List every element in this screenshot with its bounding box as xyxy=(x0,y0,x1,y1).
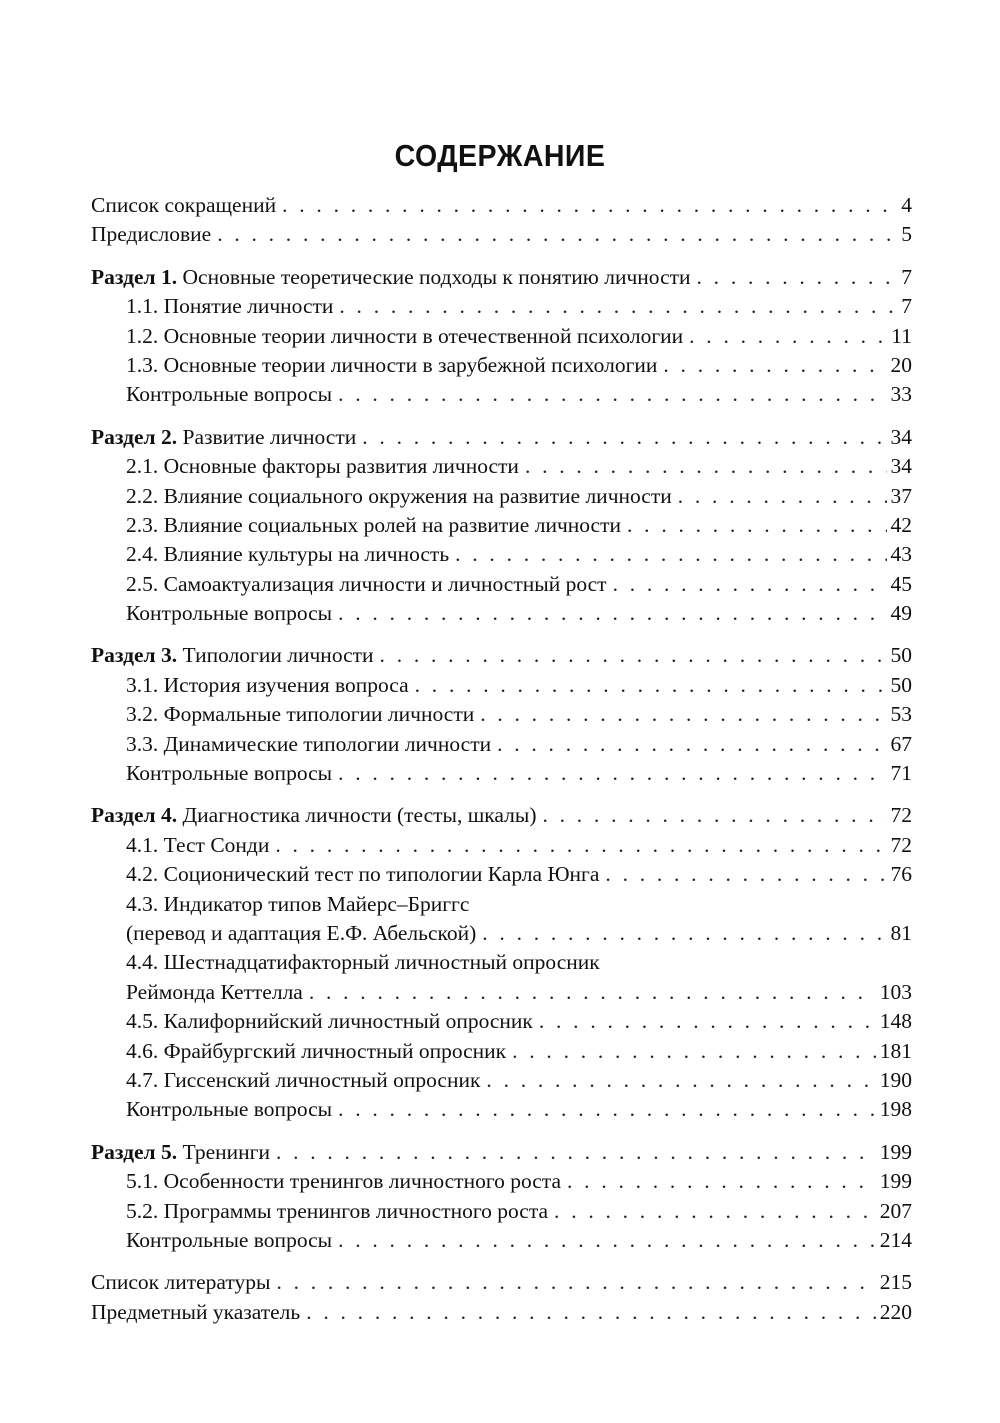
toc-section-title xyxy=(91,801,536,830)
toc-entry[interactable] xyxy=(91,351,912,380)
toc-page-number: 11 xyxy=(891,323,912,348)
toc-entry-title: Контрольные вопросы xyxy=(126,382,333,407)
page-title: СОДЕРЖАНИЕ xyxy=(394,138,606,173)
toc-page-number: 103 xyxy=(879,979,912,1004)
toc-page-number: 76 xyxy=(890,862,912,887)
dot-leader xyxy=(338,380,886,409)
toc-page-number: 190 xyxy=(879,1067,912,1092)
toc-entry-title: Список литературы xyxy=(91,1270,271,1295)
toc-page-number: 214 xyxy=(879,1227,912,1252)
toc-entry-title: Контрольные вопросы xyxy=(126,761,333,786)
toc-entry[interactable] xyxy=(91,1226,912,1255)
toc-entry-title: 5.2. Программы тренингов личностного роста xyxy=(126,1198,549,1223)
dot-leader xyxy=(539,1007,876,1036)
toc-entry[interactable] xyxy=(91,452,912,481)
toc-entry[interactable] xyxy=(91,1167,912,1196)
toc-entry[interactable] xyxy=(91,1095,912,1124)
dot-leader xyxy=(525,452,887,481)
toc-entry-title: 1.3. Основные теории личности в зарубежной психологии xyxy=(126,352,658,377)
toc-entry-title: 2.3. Влияние социальных ролей на развитие личности xyxy=(126,512,622,537)
toc-section-4[interactable] xyxy=(91,801,912,830)
table-of-contents xyxy=(91,191,912,1327)
toc-entry-title: 2.1. Основные факторы развития личности xyxy=(126,454,519,479)
toc-entry-title-continued: Реймонда Кеттелла xyxy=(126,979,303,1004)
section-label: Раздел 2. xyxy=(91,424,178,449)
toc-section-title xyxy=(91,263,691,292)
dot-leader xyxy=(415,671,887,700)
toc-entry[interactable] xyxy=(91,380,912,409)
section-title-text: Диагностика личности (тесты, шкалы) xyxy=(182,803,537,828)
toc-entry-title: 4.7. Гиссенский личностный опросник xyxy=(126,1067,481,1092)
toc-entry-title: 4.5. Калифорнийский личностный опросник xyxy=(126,1009,533,1034)
dot-leader xyxy=(306,1298,876,1327)
toc-entry-title: 4.3. Индикатор типов Майерс–Бриггс xyxy=(126,891,470,916)
toc-entry-title: 3.1. История изучения вопроса xyxy=(126,672,409,697)
dot-leader xyxy=(482,919,886,948)
toc-section-title xyxy=(91,1138,270,1167)
toc-section-1[interactable] xyxy=(91,263,912,292)
toc-page-number: 20 xyxy=(890,352,912,377)
dot-leader xyxy=(613,570,887,599)
dot-leader xyxy=(678,482,887,511)
dot-leader xyxy=(275,831,886,860)
toc-entry-abbreviations[interactable] xyxy=(91,191,912,220)
toc-page-number: 67 xyxy=(890,731,912,756)
toc-entry-title: 1.2. Основные теории личности в отечественной психологии xyxy=(126,323,684,348)
toc-entry-title: 1.1. Понятие личности xyxy=(126,294,334,319)
toc-entry-line1[interactable] xyxy=(91,948,912,977)
dot-leader xyxy=(338,1095,876,1124)
toc-entry[interactable] xyxy=(91,322,912,351)
toc-entry[interactable] xyxy=(91,1066,912,1095)
toc-entry[interactable] xyxy=(91,511,912,540)
toc-entry-title: Предметный указатель xyxy=(91,1299,301,1324)
dot-leader xyxy=(276,1138,876,1167)
toc-page-number: 181 xyxy=(879,1038,912,1063)
dot-leader xyxy=(663,351,886,380)
dot-leader xyxy=(338,759,886,788)
section-label: Раздел 1. xyxy=(91,264,178,289)
toc-page-number: 33 xyxy=(890,382,912,407)
toc-page-number: 5 xyxy=(901,222,912,247)
toc-entry-title: 3.2. Формальные типологии личности xyxy=(126,702,475,727)
toc-entry-title: Предисловие xyxy=(91,222,212,247)
section-label: Раздел 4. xyxy=(91,803,178,828)
toc-page-number: 37 xyxy=(890,483,912,508)
section-title-text: Основные теоретические подходы к понятию личности xyxy=(182,264,691,289)
toc-entry-title: 3.3. Динамические типологии личности xyxy=(126,731,492,756)
toc-entry-title: 4.1. Тест Сонди xyxy=(126,832,270,857)
toc-entry[interactable] xyxy=(91,831,912,860)
toc-page-number: 4 xyxy=(901,193,912,217)
section-title-text: Тренинги xyxy=(182,1139,270,1164)
dot-leader xyxy=(276,1268,875,1297)
dot-leader xyxy=(282,191,897,220)
section-title-text: Типологии личности xyxy=(182,643,374,668)
toc-page-number: 81 xyxy=(890,920,912,945)
toc-page-number: 215 xyxy=(879,1270,912,1295)
toc-page-number: 148 xyxy=(879,1009,912,1034)
dot-leader xyxy=(217,220,897,249)
toc-page-number: 220 xyxy=(879,1299,912,1324)
toc-page-number: 71 xyxy=(890,761,912,786)
toc-entry-title: Список сокращений xyxy=(91,193,277,217)
toc-entry-title: 2.4. Влияние культуры на личность xyxy=(126,542,450,567)
toc-entry-line2[interactable] xyxy=(91,978,912,1007)
toc-entry[interactable] xyxy=(91,599,912,628)
toc-entry-subject-index[interactable] xyxy=(91,1298,912,1327)
dot-leader xyxy=(605,860,886,889)
toc-entry[interactable] xyxy=(91,860,912,889)
toc-page-number: 72 xyxy=(890,803,912,828)
dot-leader xyxy=(554,1197,876,1226)
toc-page-number: 50 xyxy=(890,643,912,668)
toc-entry[interactable] xyxy=(91,759,912,788)
toc-entry[interactable] xyxy=(91,292,912,321)
dot-leader xyxy=(542,801,886,830)
toc-page-number: 7 xyxy=(901,294,912,319)
toc-entry[interactable] xyxy=(91,1007,912,1036)
toc-entry-title: Контрольные вопросы xyxy=(126,1227,333,1252)
dot-leader xyxy=(380,641,887,670)
toc-page-number: 43 xyxy=(890,542,912,567)
toc-entry-title: 4.4. Шестнадцатифакторный личностный опросник xyxy=(126,950,600,975)
dot-leader xyxy=(309,978,876,1007)
toc-entry-title-continued: (перевод и адаптация Е.Ф. Абельской) xyxy=(126,920,477,945)
toc-page-number: 49 xyxy=(890,601,912,626)
toc-entry[interactable] xyxy=(91,671,912,700)
toc-section-title xyxy=(91,641,374,670)
toc-page-number: 45 xyxy=(890,571,912,596)
dot-leader xyxy=(567,1167,876,1196)
toc-entry-line1[interactable] xyxy=(91,890,912,919)
section-title-text: Развитие личности xyxy=(182,424,357,449)
toc-entry[interactable] xyxy=(91,540,912,569)
toc-page-number: 34 xyxy=(890,424,912,449)
dot-leader xyxy=(455,540,886,569)
section-label: Раздел 5. xyxy=(91,1139,178,1164)
dot-leader xyxy=(689,322,887,351)
toc-entry-title: 2.2. Влияние социального окружения на развитие личности xyxy=(126,483,672,508)
toc-entry-title: 4.2. Соционический тест по типологии Карла Юнга xyxy=(126,862,600,887)
toc-entry-title: Контрольные вопросы xyxy=(126,1097,333,1122)
section-label: Раздел 3. xyxy=(91,643,178,668)
toc-entry-literature[interactable] xyxy=(91,1268,912,1297)
toc-page-number: 198 xyxy=(879,1097,912,1122)
toc-entry[interactable] xyxy=(91,1037,912,1066)
toc-entry-title: Контрольные вопросы xyxy=(126,601,333,626)
toc-section-title xyxy=(91,423,356,452)
toc-page-number: 50 xyxy=(890,672,912,697)
dot-leader xyxy=(497,730,886,759)
toc-page-number: 53 xyxy=(890,702,912,727)
toc-page-number: 199 xyxy=(879,1139,912,1164)
toc-entry[interactable] xyxy=(91,700,912,729)
dot-leader xyxy=(338,599,886,628)
toc-page-number: 207 xyxy=(879,1198,912,1223)
dot-leader xyxy=(512,1037,876,1066)
toc-entry-title: 5.1. Особенности тренингов личностного роста xyxy=(126,1169,562,1194)
toc-entry-title: 4.6. Фрайбургский личностный опросник xyxy=(126,1038,507,1063)
toc-entry[interactable] xyxy=(91,730,912,759)
toc-page-number: 7 xyxy=(901,264,912,289)
dot-leader xyxy=(627,511,886,540)
toc-entry[interactable] xyxy=(91,1197,912,1226)
dot-leader xyxy=(362,423,886,452)
toc-entry[interactable] xyxy=(91,482,912,511)
dot-leader xyxy=(338,1226,876,1255)
dot-leader xyxy=(697,263,898,292)
toc-entry-title: 2.5. Самоактуализация личности и личностный рост xyxy=(126,571,607,596)
toc-page-number: 72 xyxy=(890,832,912,857)
dot-leader xyxy=(480,700,886,729)
toc-page-number: 34 xyxy=(890,454,912,479)
toc-entry-line2[interactable] xyxy=(91,919,912,948)
toc-entry-preface[interactable] xyxy=(91,220,912,249)
toc-section-5[interactable] xyxy=(91,1138,912,1167)
toc-section-3[interactable] xyxy=(91,641,912,670)
toc-entry[interactable] xyxy=(91,570,912,599)
dot-leader xyxy=(486,1066,875,1095)
toc-page-number: 42 xyxy=(890,512,912,537)
toc-section-2[interactable] xyxy=(91,423,912,452)
dot-leader xyxy=(339,292,897,321)
toc-page-number: 199 xyxy=(879,1169,912,1194)
